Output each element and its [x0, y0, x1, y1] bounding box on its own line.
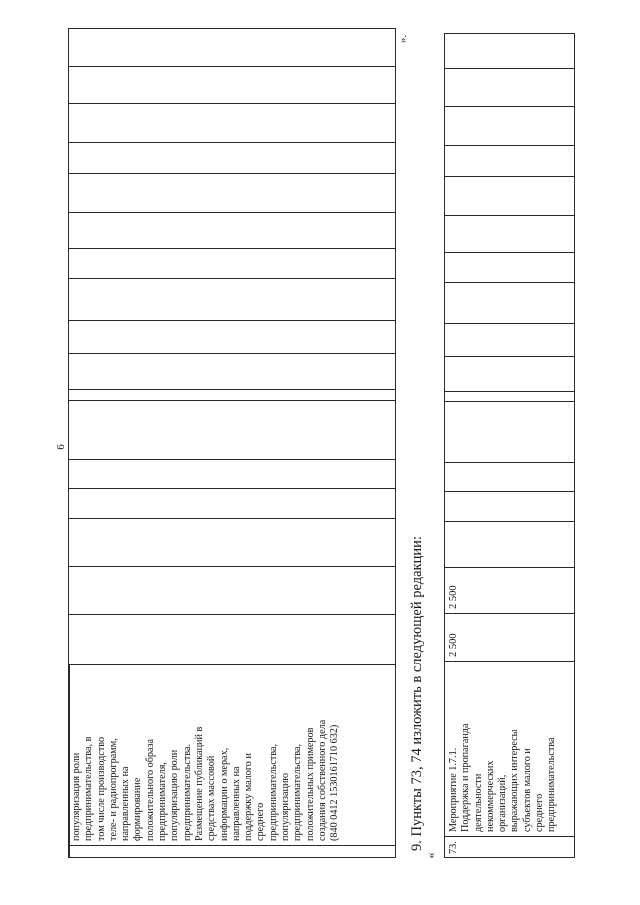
table-column-divider	[69, 389, 395, 390]
table-column-divider	[69, 142, 395, 143]
table-column-divider	[69, 103, 395, 104]
description-cell	[71, 720, 342, 841]
description-line: создания собственного дела	[316, 719, 328, 841]
table-column-divider	[445, 521, 574, 522]
table-column-divider	[69, 488, 395, 489]
description-line: субъектов малого и	[521, 748, 533, 832]
table-column-divider	[445, 252, 574, 253]
table-column-divider	[445, 215, 574, 216]
table-row-divider	[69, 665, 70, 857]
description-line: положительных примеров	[304, 727, 316, 841]
table-column-divider	[69, 845, 395, 846]
description-line: информации о мерах,	[218, 747, 230, 841]
table-column-divider	[69, 320, 395, 321]
table-column-divider	[445, 836, 574, 837]
value-cell: 2 500	[448, 633, 459, 657]
description-line: предпринимательства.	[181, 743, 193, 841]
table-column-divider	[69, 353, 395, 354]
page-number: 6	[54, 444, 67, 450]
description-line: популяризация роли	[71, 752, 82, 841]
description-line: формирование	[132, 777, 144, 841]
description-line: среднего	[255, 802, 267, 841]
description-line: предпринимателя,	[157, 762, 169, 841]
description-line: средствах массовой	[206, 755, 218, 841]
table-column-divider	[445, 145, 574, 146]
description-line: том числе производство	[95, 736, 107, 841]
description-line: некоммерческих	[484, 760, 496, 832]
description-line: организаций,	[497, 774, 509, 832]
description-line: направленных на	[230, 766, 242, 841]
description-line: (840 0412 1530161710 632)	[329, 724, 341, 841]
description-line: Поддержка и пропаганда	[460, 723, 472, 832]
description-cell	[448, 723, 559, 832]
description-line: предпринимательства,	[267, 743, 279, 841]
description-line: Размещение публикаций в	[193, 726, 205, 841]
table-column-divider	[69, 459, 395, 460]
lower-table	[444, 33, 575, 858]
table-column-divider	[445, 282, 574, 283]
table-column-divider	[69, 400, 395, 401]
item-number: 73.	[448, 841, 459, 854]
table-column-divider	[445, 401, 574, 402]
description-line: деятельности	[472, 773, 484, 832]
table-column-divider	[69, 278, 395, 279]
description-line: положительного образа	[144, 738, 156, 841]
table-column-divider	[69, 212, 395, 213]
table-column-divider	[69, 173, 395, 174]
table-column-divider	[445, 462, 574, 463]
table-column-divider	[69, 248, 395, 249]
table-column-divider	[69, 66, 395, 67]
table-column-divider	[445, 68, 574, 69]
description-line: популяризацию роли	[169, 749, 181, 841]
table-column-divider	[445, 106, 574, 107]
opening-quote: «	[423, 852, 438, 859]
description-line: поддержку малого и	[243, 753, 255, 841]
upper-table	[68, 28, 396, 858]
table-column-divider	[69, 566, 395, 567]
table-column-divider	[69, 518, 395, 519]
description-line: предпринимательства,	[292, 743, 304, 841]
description-line: среднего	[534, 793, 546, 832]
description-line: предпринимательства, в	[83, 736, 95, 841]
table-column-divider	[445, 356, 574, 357]
description-line: теле- и радиопрограмм,	[107, 738, 119, 841]
table-column-divider	[445, 613, 574, 614]
description-line: популяризацию	[280, 772, 292, 841]
table-column-divider	[445, 323, 574, 324]
value-cell: 2 500	[448, 585, 459, 609]
description-line: направленных на	[120, 766, 132, 841]
amendment-instruction: 9. Пункты 73, 74 изложить в следующей редакции:	[409, 536, 425, 851]
lower-table-grid	[444, 33, 575, 858]
table-column-divider	[445, 391, 574, 392]
table-column-divider	[445, 661, 574, 662]
closing-quote: ».	[397, 34, 410, 44]
table-column-divider	[445, 176, 574, 177]
table-column-divider	[445, 491, 574, 492]
description-line: предпринимательства	[546, 737, 558, 832]
description-line: выражающих интересы	[509, 729, 521, 832]
table-column-divider	[445, 567, 574, 568]
upper-table-grid	[68, 28, 396, 858]
description-line: Мероприятие 1.7.1.	[448, 747, 459, 832]
table-column-divider	[69, 664, 395, 665]
table-column-divider	[69, 614, 395, 615]
